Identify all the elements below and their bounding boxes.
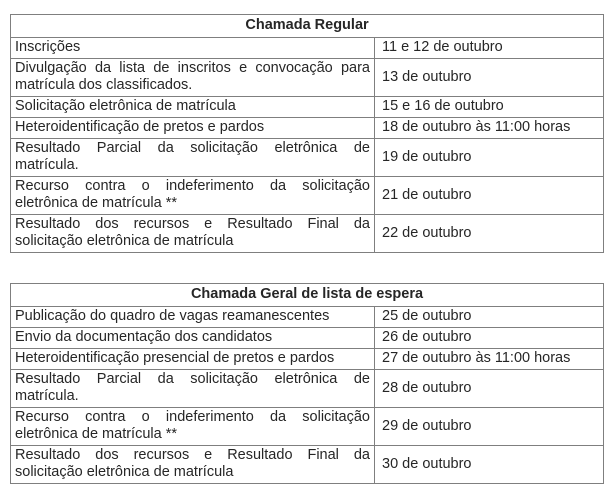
event-cell: Publicação do quadro de vagas reamanescentes [11, 307, 375, 328]
event-cell: Resultado dos recursos e Resultado Final da solicitação eletrônica de matrícula [11, 446, 375, 484]
schedule-table-chamada-regular [10, 14, 604, 253]
date-cell: 29 de outubro [375, 408, 604, 446]
date-cell: 25 de outubro [375, 307, 604, 328]
table-row [11, 408, 604, 446]
date-cell: 21 de outubro [375, 177, 604, 215]
date-cell: 18 de outubro às 11:00 horas [375, 118, 604, 139]
event-cell: Heteroidentificação de pretos e pardos [11, 118, 375, 139]
event-cell: Resultado Parcial da solicitação eletrônica de matrícula. [11, 139, 375, 177]
date-cell: 27 de outubro às 11:00 horas [375, 349, 604, 370]
table-row [11, 307, 604, 328]
table-row [11, 349, 604, 370]
date-cell: 28 de outubro [375, 370, 604, 408]
event-cell: Envio da documentação dos candidatos [11, 328, 375, 349]
date-cell: 19 de outubro [375, 139, 604, 177]
table-row [11, 118, 604, 139]
date-cell: 15 e 16 de outubro [375, 97, 604, 118]
event-cell: Divulgação da lista de inscritos e convocação para matrícula dos classificados. [11, 59, 375, 97]
table-row [11, 59, 604, 97]
date-cell: 30 de outubro [375, 446, 604, 484]
date-cell: 13 de outubro [375, 59, 604, 97]
date-cell: 26 de outubro [375, 328, 604, 349]
event-cell: Recurso contra o indeferimento da solicitação eletrônica de matrícula ** [11, 177, 375, 215]
table-row [11, 38, 604, 59]
date-cell: 11 e 12 de outubro [375, 38, 604, 59]
event-cell: Solicitação eletrônica de matrícula [11, 97, 375, 118]
table-row [11, 97, 604, 118]
table-title: Chamada Regular [11, 15, 604, 38]
event-cell: Resultado dos recursos e Resultado Final da solicitação eletrônica de matrícula [11, 215, 375, 253]
date-cell: 22 de outubro [375, 215, 604, 253]
table-header-row [11, 284, 604, 307]
event-cell: Recurso contra o indeferimento da solicitação eletrônica de matrícula ** [11, 408, 375, 446]
table-row [11, 177, 604, 215]
event-cell: Heteroidentificação presencial de pretos e pardos [11, 349, 375, 370]
table-row [11, 139, 604, 177]
event-cell: Inscrições [11, 38, 375, 59]
table-row [11, 446, 604, 484]
schedule-table-chamada-geral-lista-espera [10, 283, 604, 484]
event-cell: Resultado Parcial da solicitação eletrônica de matrícula. [11, 370, 375, 408]
table-title: Chamada Geral de lista de espera [11, 284, 604, 307]
table-row [11, 328, 604, 349]
table-row [11, 370, 604, 408]
table-header-row [11, 15, 604, 38]
table-row [11, 215, 604, 253]
